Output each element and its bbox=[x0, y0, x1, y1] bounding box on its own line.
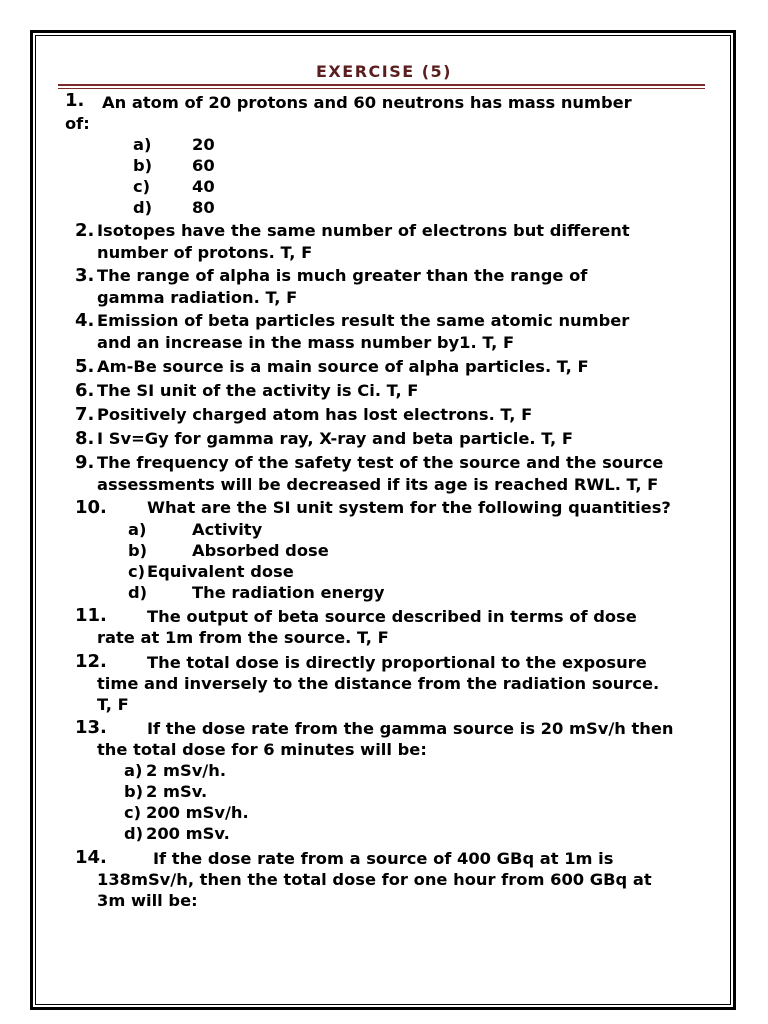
question-number: 3. bbox=[75, 265, 95, 286]
question-text-line: Am-Be source is a main source of alpha particles. T, F bbox=[97, 357, 589, 376]
question-number: 11. bbox=[75, 605, 107, 626]
question-text-line: assessments will be decreased if its age is reached RWL. T, F bbox=[97, 475, 659, 494]
question-text-line: I Sv=Gy for gamma ray, X-ray and beta particle. T, F bbox=[97, 429, 573, 448]
option-label: a) bbox=[124, 761, 143, 780]
question-text-line: gamma radiation. T, F bbox=[97, 288, 298, 307]
question-text-line: The range of alpha is much greater than the range of bbox=[97, 266, 588, 285]
question-number: 14. bbox=[75, 847, 107, 868]
option-label: a) bbox=[128, 520, 147, 539]
question-number: 8. bbox=[75, 428, 95, 449]
option-label: c) bbox=[133, 177, 151, 196]
question-text-line: 138mSv/h, then the total dose for one hour from 600 GBq at bbox=[97, 870, 652, 889]
question-text-line: of: bbox=[65, 114, 90, 133]
question-text-line: If the dose rate from a source of 400 GBq at 1m is bbox=[153, 849, 614, 868]
question-text-line: T, F bbox=[97, 695, 129, 714]
question-text-line: Isotopes have the same number of electrons but different bbox=[97, 221, 630, 240]
title-rule-thick bbox=[58, 84, 705, 86]
question-number: 10. bbox=[75, 497, 107, 518]
question-text-line: What are the SI unit system for the following quantities? bbox=[147, 498, 671, 517]
question-number: 9. bbox=[75, 452, 95, 473]
question-number: 1. bbox=[65, 90, 85, 111]
option-label: c) bbox=[124, 803, 142, 822]
question-text-line: The SI unit of the activity is Ci. T, F bbox=[97, 381, 419, 400]
question-text-line: rate at 1m from the source. T, F bbox=[97, 628, 389, 647]
question-text-line: If the dose rate from the gamma source is 20 mSv/h then bbox=[147, 719, 674, 738]
option-value: 2 mSv. bbox=[146, 782, 208, 801]
option-value: 2 mSv/h. bbox=[146, 761, 227, 780]
question-number: 12. bbox=[75, 651, 107, 672]
option-value: 80 bbox=[192, 198, 215, 217]
question-text-line: The frequency of the safety test of the source and the source bbox=[97, 453, 664, 472]
exercise-title: EXERCISE (5) bbox=[316, 62, 452, 81]
option-value: 20 bbox=[192, 135, 215, 154]
option-value: Equivalent dose bbox=[147, 562, 294, 581]
question-number: 4. bbox=[75, 310, 95, 331]
question-number: 7. bbox=[75, 404, 95, 425]
question-text-line: The output of beta source described in terms of dose bbox=[147, 607, 637, 626]
option-value: Absorbed dose bbox=[192, 541, 329, 560]
option-label: a) bbox=[133, 135, 152, 154]
option-label: b) bbox=[124, 782, 144, 801]
option-value: 60 bbox=[192, 156, 215, 175]
option-value: 200 mSv/h. bbox=[146, 803, 249, 822]
option-label: b) bbox=[133, 156, 153, 175]
option-value: Activity bbox=[192, 520, 263, 539]
question-text-line: An atom of 20 protons and 60 neutrons has mass number bbox=[102, 93, 632, 112]
option-label: d) bbox=[124, 824, 144, 843]
question-text-line: and an increase in the mass number by1. T, F bbox=[97, 333, 515, 352]
option-value: The radiation energy bbox=[192, 583, 385, 602]
option-value: 40 bbox=[192, 177, 215, 196]
option-label: c) bbox=[128, 562, 146, 581]
question-text-line: time and inversely to the distance from the radiation source. bbox=[97, 674, 660, 693]
question-text-line: 3m will be: bbox=[97, 891, 198, 910]
question-text-line: The total dose is directly proportional to the exposure bbox=[147, 653, 647, 672]
question-number: 5. bbox=[75, 356, 95, 377]
question-text-line: number of protons. T, F bbox=[97, 243, 313, 262]
question-number: 13. bbox=[75, 717, 107, 738]
option-label: d) bbox=[133, 198, 153, 217]
option-label: d) bbox=[128, 583, 148, 602]
title-rule-thin bbox=[58, 88, 705, 89]
option-label: b) bbox=[128, 541, 148, 560]
question-number: 2. bbox=[75, 220, 95, 241]
question-text-line: the total dose for 6 minutes will be: bbox=[97, 740, 427, 759]
question-number: 6. bbox=[75, 380, 95, 401]
question-text-line: Positively charged atom has lost electrons. T, F bbox=[97, 405, 533, 424]
question-text-line: Emission of beta particles result the same atomic number bbox=[97, 311, 630, 330]
option-value: 200 mSv. bbox=[146, 824, 230, 843]
